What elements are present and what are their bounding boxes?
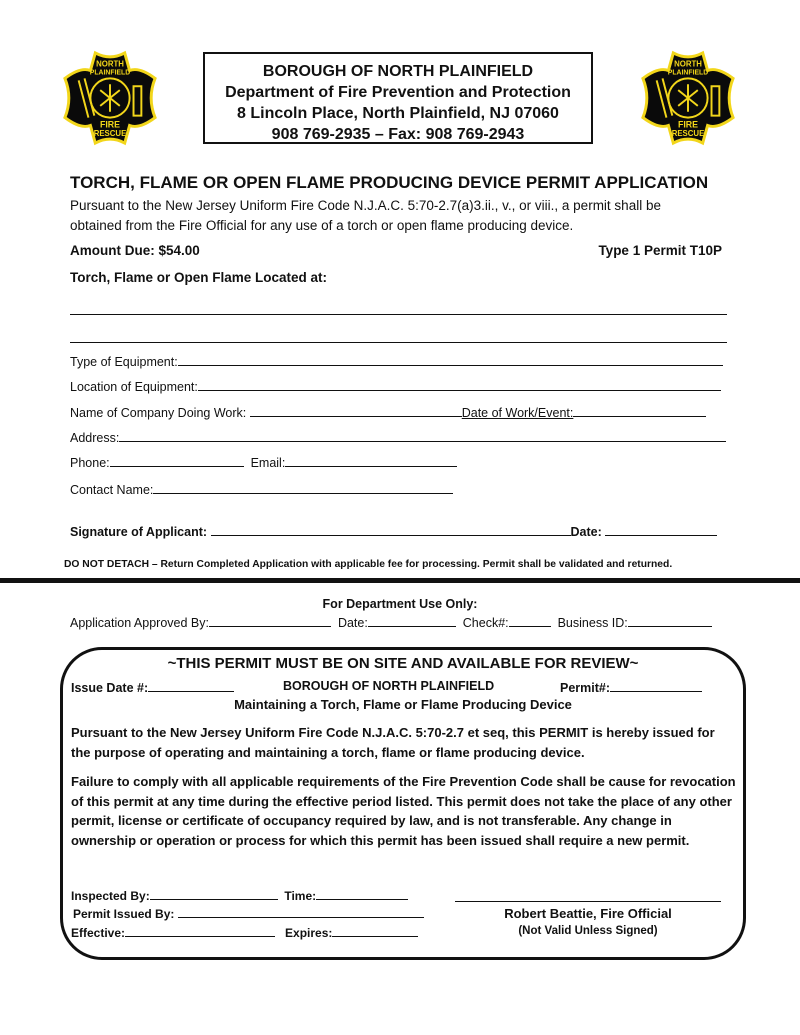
address-row <box>70 429 726 445</box>
issue-date-row <box>71 679 234 695</box>
issued-by-field[interactable] <box>178 905 424 918</box>
expires-field[interactable] <box>332 924 418 937</box>
approved-by-field[interactable] <box>209 614 331 627</box>
check-label: Check#: <box>462 616 509 630</box>
svg-text:NORTH: NORTH <box>96 59 124 69</box>
permit-number-label: Permit#: <box>560 681 611 695</box>
signature-label: Signature of Applicant: <box>70 525 208 539</box>
signature-row <box>70 523 717 539</box>
form-title: TORCH, FLAME OR OPEN FLAME PRODUCING DEVICE PERMIT APPLICATION <box>70 173 709 192</box>
expires-label: Expires: <box>285 926 333 940</box>
permit-paragraph-2: Failure to comply with all applicable requirements of the Fire Prevention Code shall be cause for revocation of this permit at any time during the effective period listed. This permit does not take the place of any other permit, license or certificate of occupancy required by law, and is not transferable. Any change in ownership or operation or process for which this permit has been issued shall require a new permit. <box>71 774 736 848</box>
svg-text:RESCUE: RESCUE <box>93 129 127 139</box>
company-field[interactable] <box>250 404 462 417</box>
dept-date-field[interactable] <box>368 614 456 627</box>
svg-text:PLAINFIELD: PLAINFIELD <box>667 69 709 77</box>
contact-field[interactable] <box>153 481 453 494</box>
detach-divider <box>0 578 800 583</box>
address-label: Address: <box>70 431 120 445</box>
time-label: Time: <box>284 889 317 903</box>
equipment-location-field[interactable] <box>198 378 721 391</box>
permit-subtitle: Maintaining a Torch, Flame or Flame Producing Device <box>234 697 572 712</box>
equipment-type-row <box>70 353 723 369</box>
equipment-type-label: Type of Equipment: <box>70 355 178 369</box>
date-of-work-field[interactable] <box>573 404 706 417</box>
issue-date-label: Issue Date #: <box>71 681 149 695</box>
fire-official-signature-line[interactable] <box>455 901 721 902</box>
company-label: Name of Company Doing Work: <box>70 406 247 420</box>
permit-borough: BOROUGH OF NORTH PLAINFIELD <box>283 679 495 693</box>
signature-field[interactable] <box>211 523 571 536</box>
located-at-line-1[interactable] <box>70 314 727 315</box>
dept-date-label: Date: <box>337 616 368 630</box>
not-valid-note: (Not Valid Unless Signed) <box>518 925 658 937</box>
email-label: Email: <box>250 456 286 470</box>
dept-use-row <box>70 614 712 630</box>
fire-rescue-badge-logo-left <box>61 49 159 147</box>
effective-row <box>71 924 418 940</box>
fire-rescue-badge-logo-right <box>639 49 737 147</box>
svg-text:PLAINFIELD: PLAINFIELD <box>89 69 131 77</box>
approved-by-label: Application Approved By: <box>70 616 209 630</box>
address-field[interactable] <box>119 429 726 442</box>
svg-text:NORTH: NORTH <box>674 59 702 69</box>
dept-use-heading: For Department Use Only: <box>322 597 478 611</box>
permit-paragraph-1: Pursuant to the New Jersey Uniform Fire Code N.J.A.C. 5:70-2.7 et seq, this PERMIT is hereby issued for the purpose of operating and maintaining a torch, flame or flame producing device. <box>71 725 715 760</box>
phone-email-row <box>70 454 457 470</box>
svg-text:FIRE: FIRE <box>677 119 699 130</box>
amount-due: Amount Due: $54.00 <box>70 243 200 258</box>
signature-date-label: Date: <box>570 525 602 539</box>
contact-label: Contact Name: <box>70 483 154 497</box>
check-field[interactable] <box>509 614 551 627</box>
header-address: 8 Lincoln Place, North Plainfield, NJ 07060 <box>237 105 559 122</box>
located-at-line-2[interactable] <box>70 342 727 343</box>
inspected-by-label: Inspected By: <box>71 889 150 903</box>
phone-field[interactable] <box>110 454 244 467</box>
permit-type: Type 1 Permit T10P <box>598 243 722 258</box>
header-borough: BOROUGH OF NORTH PLAINFIELD <box>262 63 534 80</box>
business-id-label: Business ID: <box>557 616 628 630</box>
contact-row <box>70 481 453 497</box>
issue-date-field[interactable] <box>148 679 234 692</box>
effective-field[interactable] <box>125 924 275 937</box>
detach-note: DO NOT DETACH – Return Completed Application with applicable fee for processing. Permit shall be validated and returned. <box>64 559 673 570</box>
issued-by-label: Permit Issued By: <box>73 907 175 921</box>
signature-date-field[interactable] <box>605 523 717 536</box>
intro-text: Pursuant to the New Jersey Uniform Fire Code N.J.A.C. 5:70-2.7(a)3.ii., v., or viii., a permit shall be obtained from the Fire Official for any use of a torch or open flame producing device. <box>70 198 661 233</box>
header-box <box>203 52 593 144</box>
permit-number-field[interactable] <box>610 679 702 692</box>
company-row <box>70 404 706 420</box>
permit-number-row <box>560 679 702 695</box>
svg-text:FIRE: FIRE <box>99 119 121 130</box>
time-field[interactable] <box>316 887 408 900</box>
inspected-row <box>71 887 408 903</box>
inspected-by-field[interactable] <box>150 887 278 900</box>
email-field[interactable] <box>285 454 457 467</box>
fire-official-name: Robert Beattie, Fire Official <box>504 906 672 921</box>
header-phone-fax: 908 769-2935 – Fax: 908 769-2943 <box>271 126 525 143</box>
business-id-field[interactable] <box>628 614 712 627</box>
equipment-location-label: Location of Equipment: <box>70 380 198 394</box>
equipment-location-row <box>70 378 721 394</box>
equipment-type-field[interactable] <box>178 353 723 366</box>
issued-by-row <box>73 905 424 921</box>
effective-label: Effective: <box>71 926 126 940</box>
date-of-work-label: Date of Work/Event: <box>461 406 574 420</box>
phone-label: Phone: <box>70 456 110 470</box>
header-department: Department of Fire Prevention and Protection <box>225 84 571 101</box>
permit-banner: ~THIS PERMIT MUST BE ON SITE AND AVAILABLE FOR REVIEW~ <box>167 655 639 672</box>
svg-text:RESCUE: RESCUE <box>671 129 705 139</box>
located-at-label: Torch, Flame or Open Flame Located at: <box>70 270 328 285</box>
